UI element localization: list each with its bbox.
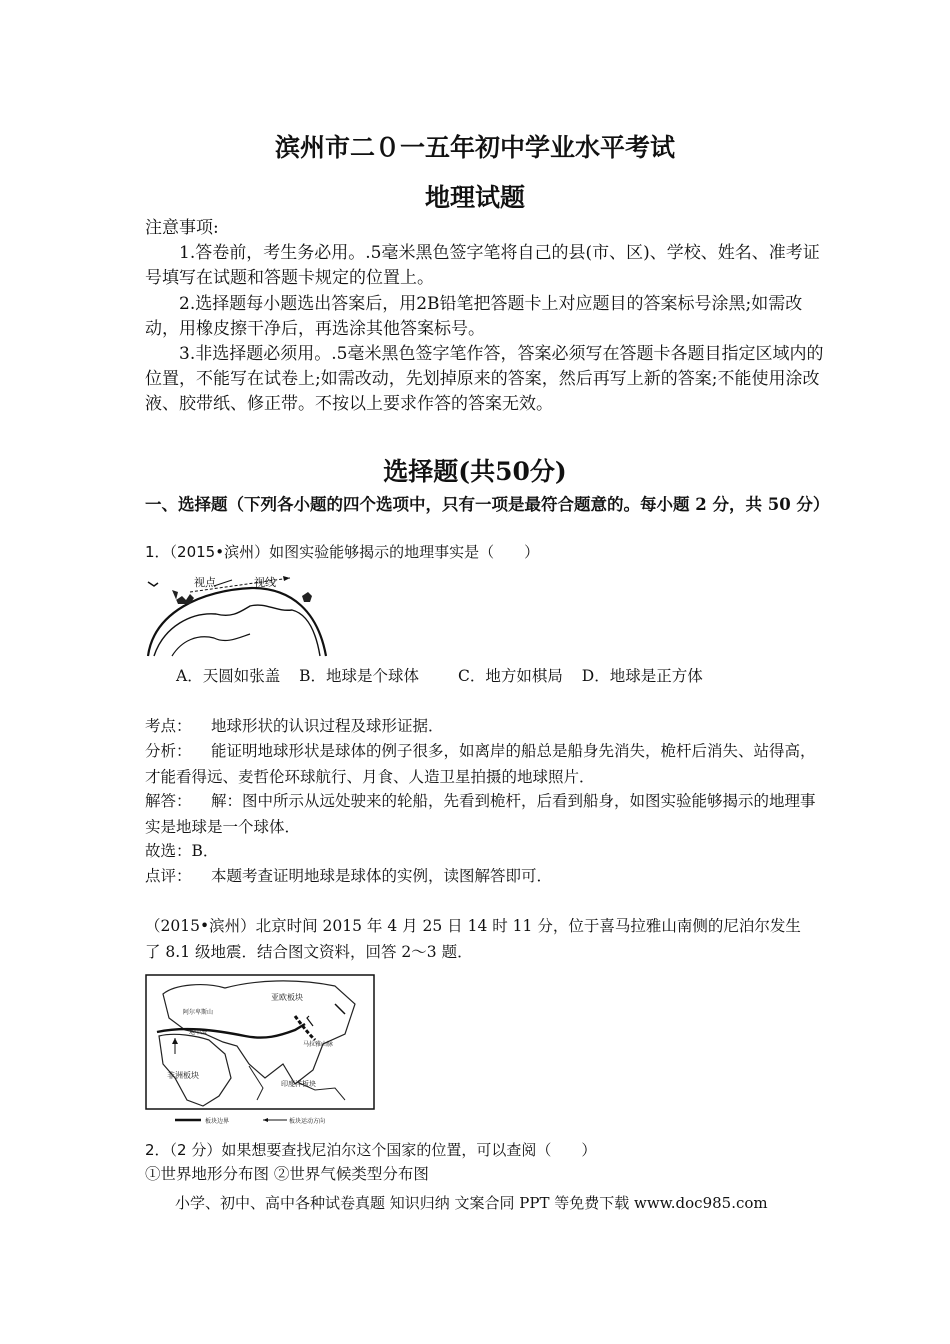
page-title: 滨州市二０一五年初中学业水平考试 [274,133,675,162]
section-heading: 选择题(共50分) [383,457,567,486]
context-paragraph: （2015•滨州）北京时间 2015 年 4 月 25 日 14 时 11 分，位于喜马拉雅山南侧的尼泊尔发生了 8.1 级地震．结合图文资料，回答 2～3 题． [145,917,801,961]
q1-jieda-text: 解：图中所示从远处驶来的轮船，先看到桅杆，后看到船身，如图实验能够揭示的地理事实是地球是一个球体． [145,792,816,836]
note-item-3: 3.非选择题必须用。.5毫米黑色签字笔作答，答案必须写在答题卡各题目指定区域内的位置，不能写在试卷上;如需改动，先划掉原来的答案，然后再写上新的答案;不能使用涂改液、胶带纸、修正带。不按以上要求作答的答案无效。 [145,344,824,415]
q1-dianping-text: 本题考查证明地球是球体的实例，读图解答即可． [211,867,553,885]
q1-fenxi-label: 分析： [145,742,192,760]
q1-answer: 故选：B． [145,842,219,860]
q1-stem: 1．（2015•滨州）如图实验能够揭示的地理事实是（ ） [145,543,540,561]
q1-dianping-label: 点评： [145,867,192,885]
page-footer: 小学、初中、高中各种试卷真题 知识归纳 文案合同 PPT 等免费下载 www.doc985.com [175,1194,768,1212]
q1-fig-label-viewpoint: 视点 [194,576,216,589]
map-label-alps: 阿尔卑斯山 [183,1009,214,1016]
q1-fenxi-text: 能证明地球形状是球体的例子很多，如离岸的船总是船身先消失，桅杆后消失、站得高，才能看得远、麦哲伦环球航行、月食、人造卫星拍摄的地球照片． [145,742,816,786]
q1-earth-figure [142,572,332,658]
q1-kaodian-label: 考点： [145,717,192,735]
note-item-2: 2.选择题每小题选出答案后，用2B铅笔把答题卡上对应题目的答案标号涂黑;如需改动，用橡皮擦干净后，再选涂其他答案标号。 [145,293,803,339]
notes-block [145,216,825,418]
q1-option-d[interactable]: D．地球是正方体 [581,667,703,685]
map-label-mediterranean: 地中海 [189,1029,208,1036]
q1-option-b[interactable]: B．地球是个球体 [299,667,420,685]
q1-jieda-label: 解答： [145,792,192,810]
page-subtitle: 地理试题 [424,183,525,212]
notes-heading: 注意事项: [145,218,219,238]
q1-kaodian-text: 地球形状的认识过程及球形证据． [211,717,444,735]
q1-dianping [145,864,825,890]
q1-option-a[interactable]: A．天圆如张盖 [176,667,281,685]
part-heading: 一、选择题（下列各小题的四个选项中，只有一项是最符合题意的。每小题 2 分，共 50 分） [145,495,830,514]
q1-kaodian [145,714,825,740]
q1-option-c[interactable]: C．地方如棋局 [457,667,563,685]
q2-choices: ①世界地形分布图 ②世界气候类型分布图 [145,1165,429,1183]
q1-options [176,664,717,690]
plate-map-figure [145,974,375,1126]
map-label-himalaya: 马拉雅山脉 [303,1041,334,1048]
legend-boundary-label: 板块边界 [205,1118,230,1125]
q1-fenxi [145,739,825,790]
q1-jieda [145,789,825,840]
note-item-1: 1.答卷前，考生务必用。.5毫米黑色签字笔将自己的县(市、区)、学校、姓名、准考证号填写在试题和答题卡规定的位置上。 [145,243,820,289]
map-label-eurasia: 亚欧板块 [271,993,303,1002]
q2-stem: 2．（2 分）如果想要查找尼泊尔这个国家的位置，可以查阅（ ） [145,1141,597,1159]
legend-motion-label: 板块运动方向 [289,1118,326,1125]
q1-fig-label-sightline: 视线 [254,576,276,589]
map-label-africa: 非洲板块 [167,1071,199,1080]
map-label-indian: 印度洋板块 [281,1080,316,1088]
